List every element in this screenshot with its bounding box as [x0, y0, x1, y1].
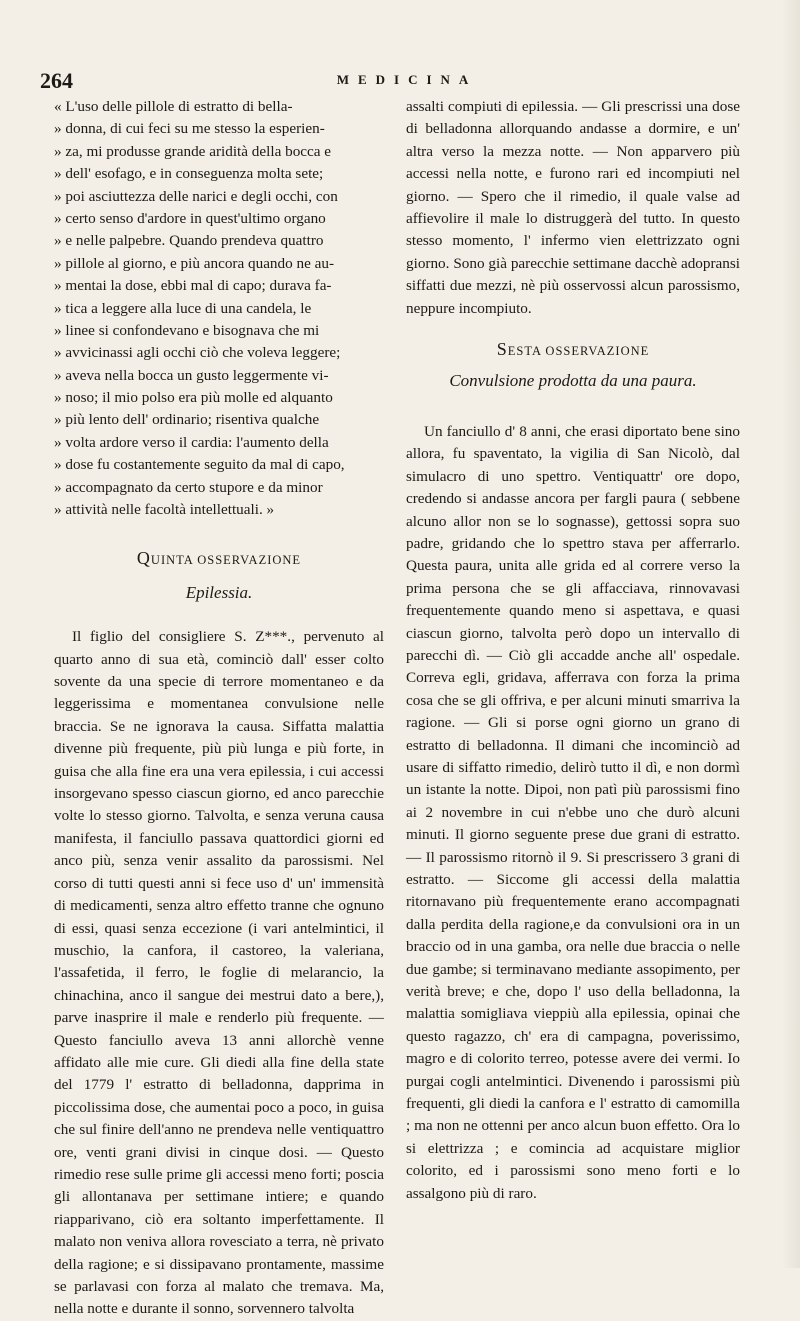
body-paragraph: Il figlio del consigliere S. Z***., pervenuto al quarto anno di sua età, cominciò dall' esser colto sovente da una specie di terrore momentaneo e da leggerissima e momentanea convulsione nelle braccia. Se ne ignorava la causa. Siffatta malattia divenne più frequente, più più lunga e più forte, in guisa che alla fine era una vera epilessia, i cui accessi insorgevano spesso ciascun giorno, ed anco parecchie volte lo stesso giorno. Talvolta, e senza veruna causa manifesta, il fanciullo passava quattordici giorni ed anco più, senza venir assalito da parossismi. Nel corso di tutti questi anni si fece uso d' un' immensità di medicamenti, senza altro effetto tranne che ognuno di essi, quasi senza eccezione (i vari antelmintici, il muschio, la canfora, il castoreo, la valeriana, l'assafetida, il ferro, le foglie di melarancio, la chinachina, anco il sangue dei mestrui dato a bere,), parve inasprire il male e renderlo più frequente. — Questo fanciullo aveva 13 anni allorchè venne affidato alle mie cure. Gli diedi alla fine della state del 1779 l' estratto di belladonna, dapprima in piccolissima dose, che aumentai poco a poco, in guisa che sul finire dell'anno ne prendeva nelle ventiquattro ore, venti grani divisi in cinque dosi. — Questo rimedio rese sulle prime gli accessi meno forti; poscia gli allontanava per settimane intiere; e quando riapparivano, ciò era soltanto imperfettamente. Il malato non veniva allora rovesciato a terra, nè privato della ragione; e si dissipavano prontamente, massime se parlavasi con forza al malato che tremava. Ma, nella notte e durante il sonno, sorvennero talvolta: [54, 628, 384, 1318]
quote-line: » dose fu costantemente seguito da mal di capo,: [54, 456, 345, 474]
quote-line: » aveva nella bocca un gusto leggermente vi-: [54, 366, 329, 384]
quote-line: » pillole al giorno, e più ancora quando ne au-: [54, 254, 335, 272]
quote-line: » dell' esofago, e in conseguenza molta sete;: [54, 165, 324, 183]
quote-line: » avvicinassi agli occhi ciò che voleva leggere;: [54, 344, 341, 362]
left-column: [54, 96, 384, 1321]
quote-line: » accompagnato da certo stupore e da minor: [54, 478, 323, 496]
quote-line: » tica a leggere alla luce di una candela, le: [54, 299, 312, 317]
quote-line: » più lento dell' ordinario; risentiva qualche: [54, 411, 320, 429]
section-heading: SESTA OSSERVAZIONE: [496, 339, 650, 360]
section-title: Epilessia.: [185, 582, 253, 602]
section-heading: QUINTA OSSERVAZIONE: [136, 548, 302, 569]
quote-line: « L'uso delle pillole di estratto di bella-: [54, 98, 293, 115]
quote-line: » attività nelle facoltà intellettuali. »: [54, 501, 275, 519]
quote-line: » za, mi produsse grande aridità della bocca e: [54, 142, 332, 160]
quote-line: » donna, di cui feci su me stesso la esperien-: [54, 120, 325, 138]
section-title: Convulsione prodotta da una paura.: [449, 371, 697, 391]
quote-line: » linee si confondevano e bisognava che mi: [54, 321, 320, 339]
quote-line: » volta ardore verso il cardia: l'aumento della: [54, 433, 329, 451]
quote-line: » e nelle palpebre. Quando prendeva quattro: [54, 232, 324, 250]
page-edge-shadow: [782, 0, 800, 1268]
quote-line: » poi asciuttezza delle narici e degli occhi, con: [54, 187, 338, 205]
continuation-paragraph: assalti compiuti di epilessia. — Gli prescrissi una dose di belladonna allorquando andasse a dormire, e un' altra verso la mezza notte. — Non apparvero più accessi nella notte, e furono rari ed incompiuti nel giorno. — Spero che il rimedio, il quale valse ad affievolire il male lo distruggerà del tutto. In questo stesso momento, l' infermo vien elettrizzato ogni giorno. Sono già parecchie settimane dacchè adopransi siffatti due mezzi, nè più osservossi alcun parossismo, neppure incompiuto.: [406, 98, 740, 317]
body-paragraph: Un fanciullo d' 8 anni, che erasi diportato bene sino allora, fu spaventato, la vigilia di San Nicolò, dal simulacro di uno spettro. Ventiquattr' ore dopo, credendo si andasse ancora per fargli paura ( sebbene alcuno allor non se lo sognasse), gettossi sopra suo padre, gridando che lo spettro stava per afferrarlo. Questa paura, unita alle grida ed al correre verso la prima persona che se gli affacciava, rinnovavasi frequentemente quando meno si aspettava, e quasi ciascun giorno, talvolta però dopo un intervallo di parecchi dì. — Ciò gli accadde anche all' ospedale. Correva egli, gridava, afferrava con forza la prima cosa che se gli offriva, e per alcuni minuti smarriva la ragione. — Gli si porse ogni giorno un grano di estratto di belladonna. Il dimani che incominciò ad usare di siffatto rimedio, delirò tutto il dì, e non dormì un istante la notte. Dipoi, non patì più parossismi fino ai 2 novembre in cui n'ebbe uno che durò alcuni minuti. Il giorno seguente prese due grani di estratto. — Il parossismo ritornò il 9. Si prescrissero 3 grani di estratto. — Siccome gli accessi della malattia ritornavano più frequentemente erano accompagnati dalla perdita della ragione,e da convulsioni ora in un braccio od in una gamba, ora nelle due braccia o nelle due gambe; si terminavano mediante assopimento, per verità breve; e che, dopo l' uso della belladonna, la malattia somigliava vieppiù alla epilessia, opinai che questo ragazzo, ch' era di campagna, poverissimo, magro e di colorito terreo, potesse avere dei vermi. Io purgai cogli antelmintici. Divenendo i parossismi più frequenti, gli diedi la canfora e l' estratto di camomilla ; ma non ne ottenni per anco alcun buon effetto. Ora lo si elettrizza ; e comincia ad acquistare miglior colorito, ed i parossismi sono meno forti e lo assalgono più di raro.: [406, 422, 740, 1202]
page-number: 264: [40, 68, 73, 93]
quote-line: » certo senso d'ardore in quest'ultimo organo: [54, 209, 326, 227]
page-header: [40, 68, 760, 96]
running-head: MEDICINA: [336, 72, 478, 87]
quoted-passage: [54, 96, 384, 521]
right-column: [406, 96, 740, 1205]
quote-line: » mentai la dose, ebbi mal di capo; durava fa-: [54, 277, 332, 295]
quote-line: » noso; il mio polso era più molle ed alquanto: [54, 389, 333, 407]
